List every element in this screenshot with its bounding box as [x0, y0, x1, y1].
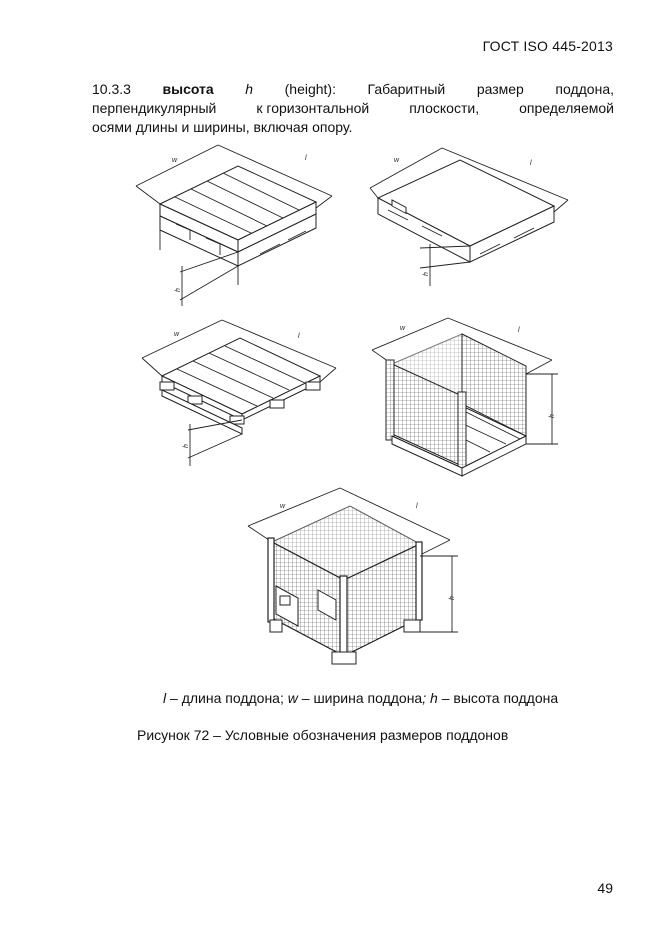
dimension-label-l: l — [518, 327, 520, 334]
dimension-label-l: l — [305, 155, 307, 162]
dimension-label-w: w — [280, 503, 286, 510]
pallet-figure-3 — [130, 316, 360, 476]
term-symbol: h — [245, 81, 254, 97]
document-header: ГОСТ ISO 445-2013 — [482, 38, 613, 54]
legend-symbol-h: h — [430, 690, 438, 706]
word: определяемой — [519, 100, 614, 116]
legend-text-h: высота поддона — [453, 690, 559, 706]
legend-dash: – — [301, 690, 310, 706]
pallet-figure-4 — [366, 316, 576, 476]
word: поддона, — [555, 81, 614, 97]
pallet-figure-5 — [240, 486, 470, 676]
definition-line-2 — [92, 99, 614, 118]
clause-number: 10.3.3 — [92, 81, 131, 97]
figure-caption: Рисунок 72 – Условные обозначения размеров поддонов — [137, 727, 509, 743]
term-english: (height): — [284, 81, 336, 97]
legend-dash: – — [441, 690, 450, 706]
legend-symbol-l: l — [163, 690, 167, 706]
dimension-label-w: w — [400, 325, 406, 332]
word: Габаритный — [367, 81, 446, 97]
word: перпендикулярный — [92, 100, 217, 116]
dimension-label-h: h — [183, 444, 190, 448]
word: к горизонтальной — [256, 100, 370, 116]
figure-legend: l – длина поддона; w – ширина поддона; h – высота поддона — [163, 690, 559, 706]
word: размер — [476, 81, 524, 97]
dimension-line-w — [136, 145, 218, 186]
term: высота — [162, 81, 214, 97]
dimension-label-h: h — [449, 596, 456, 600]
dimension-label-l: l — [416, 503, 418, 510]
pallet-figure-2 — [362, 140, 592, 310]
legend-dash: – — [170, 690, 178, 706]
dimension-label-h: h — [175, 288, 182, 292]
dimension-label-h: h — [549, 414, 556, 418]
word: плоскости, — [409, 100, 480, 116]
definition-line-3: осями длины и ширины, включая опору. — [92, 119, 353, 135]
legend-text-w: ширина поддона — [313, 690, 423, 706]
dimension-label-w: w — [394, 157, 400, 164]
legend-text-l: длина поддона; — [181, 690, 284, 706]
dimension-label-w: w — [172, 157, 178, 164]
dimension-label-h: h — [423, 272, 430, 276]
dimension-label-l: l — [530, 160, 532, 167]
page-number: 49 — [597, 880, 613, 896]
dimension-label-w: w — [174, 331, 180, 338]
definition-line-1 — [92, 80, 614, 99]
pallet-figure-1 — [120, 140, 350, 310]
legend-symbol-w: w — [287, 690, 298, 706]
dimension-label-l: l — [298, 333, 300, 340]
definition-paragraph — [92, 80, 614, 137]
